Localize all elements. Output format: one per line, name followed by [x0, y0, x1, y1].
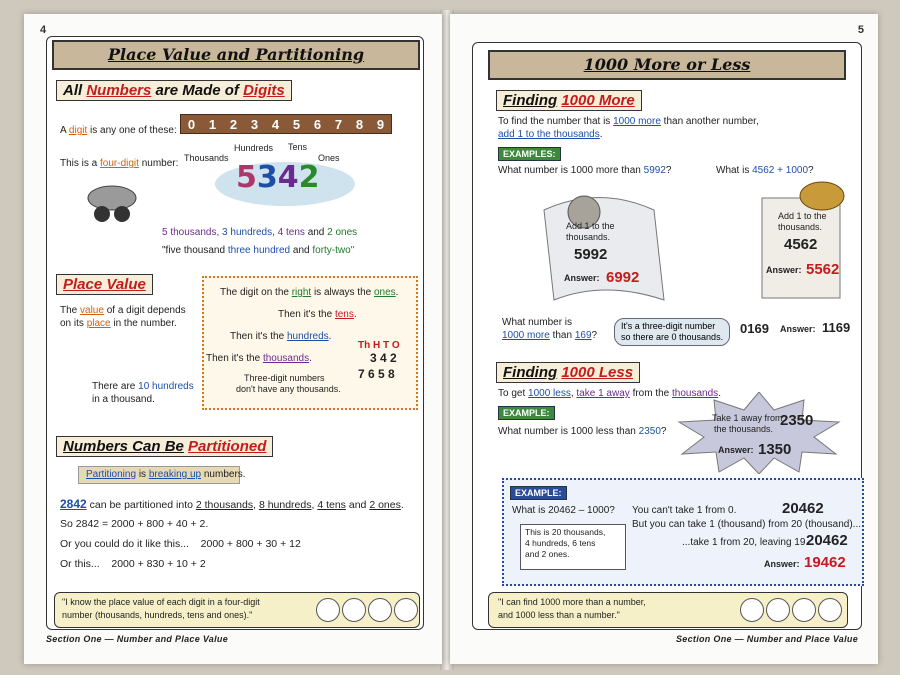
- example-label: EXAMPLE:: [498, 406, 555, 420]
- partition-line-2: So 2842 = 2000 + 800 + 40 + 2.: [60, 518, 209, 530]
- can-take-text: But you can take 1 (thousand) from 20 (thousand)...: [632, 519, 862, 530]
- number-20462-b: 20462: [806, 532, 848, 549]
- more-intro-1: To find the number that is 1000 more than another number,: [498, 116, 759, 127]
- rating-face-icon[interactable]: [766, 598, 790, 622]
- rating-face-icon[interactable]: [368, 598, 392, 622]
- rating-face-icon[interactable]: [342, 598, 366, 622]
- question-4562: What is 4562 + 1000?: [716, 165, 814, 176]
- section-heading-1000-more: Finding 1000 More: [496, 90, 642, 111]
- add-note-1: Add 1 to the: [566, 221, 615, 231]
- question-169-2: 1000 more than 169?: [502, 330, 598, 341]
- learning-objective-1: "I know the place value of each digit in a four-digit: [62, 597, 260, 607]
- ghost-scroll-illustration: [524, 180, 674, 310]
- partition-line-4: Or this... 2000 + 830 + 10 + 2: [60, 558, 206, 570]
- example-label: EXAMPLE:: [510, 486, 567, 500]
- place-value-note: This is 20 thousands, 4 hundreds, 6 tens and 2 ones.: [520, 524, 626, 570]
- learning-objective-1: "I can find 1000 more than a number,: [498, 597, 646, 607]
- learning-objective-2: number (thousands, hundreds, tens and ones).": [62, 610, 253, 620]
- example-7658: 7 6 5 8: [358, 367, 395, 381]
- rating-face-icon[interactable]: [792, 598, 816, 622]
- place-line-tens: Then it's the tens.: [278, 309, 357, 320]
- question-2350: What number is 1000 less than 2350?: [498, 426, 667, 437]
- add-note-1b: Add 1 to the: [778, 211, 827, 221]
- three-digit-pill: It's a three-digit number so there are 0 thousands.: [614, 318, 730, 346]
- big-number-5342: 5342: [236, 160, 320, 195]
- partition-line-3: Or you could do it like this... 2000 + 800 + 30 + 12: [60, 538, 301, 550]
- label-tens: Tens: [288, 142, 308, 152]
- number-5992: 5992: [574, 246, 608, 263]
- question-169-1: What number is: [502, 317, 573, 328]
- right-page: [450, 14, 878, 664]
- answer-label: Answer:: [564, 273, 600, 283]
- digits-strip: 0 1 2 3 4 5 6 7 8 9: [180, 114, 392, 134]
- learning-objective-2: and 1000 less than a number.": [498, 610, 620, 620]
- place-breakdown: 5 thousands, 3 hundreds, 4 tens and 2 ones: [162, 227, 358, 238]
- answer-5562: 5562: [806, 261, 840, 278]
- page-number: 5: [857, 24, 864, 36]
- place-text: on its place in the number.: [60, 318, 177, 329]
- example-342: 3 4 2: [370, 351, 397, 365]
- question-20462: What is 20462 – 1000?: [512, 505, 615, 516]
- more-intro-2: add 1 to the thousands.: [498, 129, 603, 140]
- rating-face-icon[interactable]: [316, 598, 340, 622]
- section-footer: Section One — Number and Place Value: [46, 634, 229, 644]
- number-4562: 4562: [784, 236, 818, 253]
- rating-face-icon[interactable]: [394, 598, 418, 622]
- cant-take-text: You can't take 1 from 0.: [632, 505, 737, 516]
- value-text: The value of a digit depends: [60, 305, 186, 316]
- partition-line-1: 2842 can be partitioned into 2 thousands, 8 hundreds, 4 tens and 2 ones.: [60, 497, 404, 511]
- number-in-words: "five thousand three hundred and forty-two": [162, 245, 355, 256]
- left-page: [24, 14, 442, 664]
- answer-label: Answer:: [766, 265, 802, 275]
- place-line-thousands: Then it's the thousands.: [206, 353, 312, 364]
- number-2350: 2350: [780, 412, 814, 429]
- number-20462-a: 20462: [782, 500, 824, 517]
- examples-label: EXAMPLES:: [498, 147, 561, 161]
- answer-6992: 6992: [606, 269, 640, 286]
- star-note-1: Take 1 away from: [712, 413, 783, 423]
- answer-1350: 1350: [758, 441, 792, 458]
- section-heading-place-value: Place Value: [56, 274, 153, 295]
- question-5992: What number is 1000 more than 5992?: [498, 165, 672, 176]
- place-line-ones: The digit on the right is always the ones.: [220, 287, 399, 298]
- four-digit-text: This is a four-digit number:: [60, 158, 179, 169]
- ten-hundreds-text: There are 10 hundreds: [92, 381, 194, 392]
- add-note-2b: thousands.: [778, 222, 823, 232]
- add-note-2: thousands.: [566, 232, 611, 242]
- label-hundreds: Hundreds: [234, 143, 274, 153]
- label-thousands: Thousands: [184, 153, 229, 163]
- answer-label: Answer:: [764, 559, 800, 569]
- answer-1169: 1169: [822, 320, 851, 335]
- digit-definition: A digit is any one of these:: [60, 125, 177, 136]
- star-note-2: the thousands.: [714, 424, 774, 434]
- section-heading-partitioned: Numbers Can Be Partitioned: [56, 436, 273, 457]
- three-digit-note-2: don't have any thousands.: [236, 384, 341, 394]
- place-line-hundreds: Then it's the hundreds.: [230, 331, 332, 342]
- section-heading-1000-less: Finding 1000 Less: [496, 362, 640, 383]
- page-number: 4: [40, 24, 47, 36]
- rating-face-icon[interactable]: [740, 598, 764, 622]
- partition-definition: Partitioning is breaking up numbers.: [86, 469, 246, 480]
- section-heading-digits: All Numbers are Made of Digits: [56, 80, 292, 101]
- section-footer: Section One — Number and Place Value: [675, 634, 858, 644]
- less-intro: To get 1000 less, take 1 away from the thousands.: [498, 388, 721, 399]
- answer-label: Answer:: [780, 324, 816, 334]
- place-header: Th H T O: [358, 340, 400, 351]
- rating-face-icon[interactable]: [818, 598, 842, 622]
- in-a-thousand: in a thousand.: [92, 394, 155, 405]
- page-title: Place Value and Partitioning: [52, 40, 420, 70]
- label-ones: Ones: [318, 153, 340, 163]
- answer-label: Answer:: [718, 445, 754, 455]
- page-title: 1000 More or Less: [488, 50, 846, 80]
- number-0169: 0169: [740, 321, 769, 336]
- robot-illustration: [80, 180, 140, 226]
- three-digit-note-1: Three-digit numbers: [244, 373, 325, 383]
- take-from-text: ...take 1 from 20, leaving 19.: [682, 537, 809, 548]
- answer-19462: 19462: [804, 554, 846, 571]
